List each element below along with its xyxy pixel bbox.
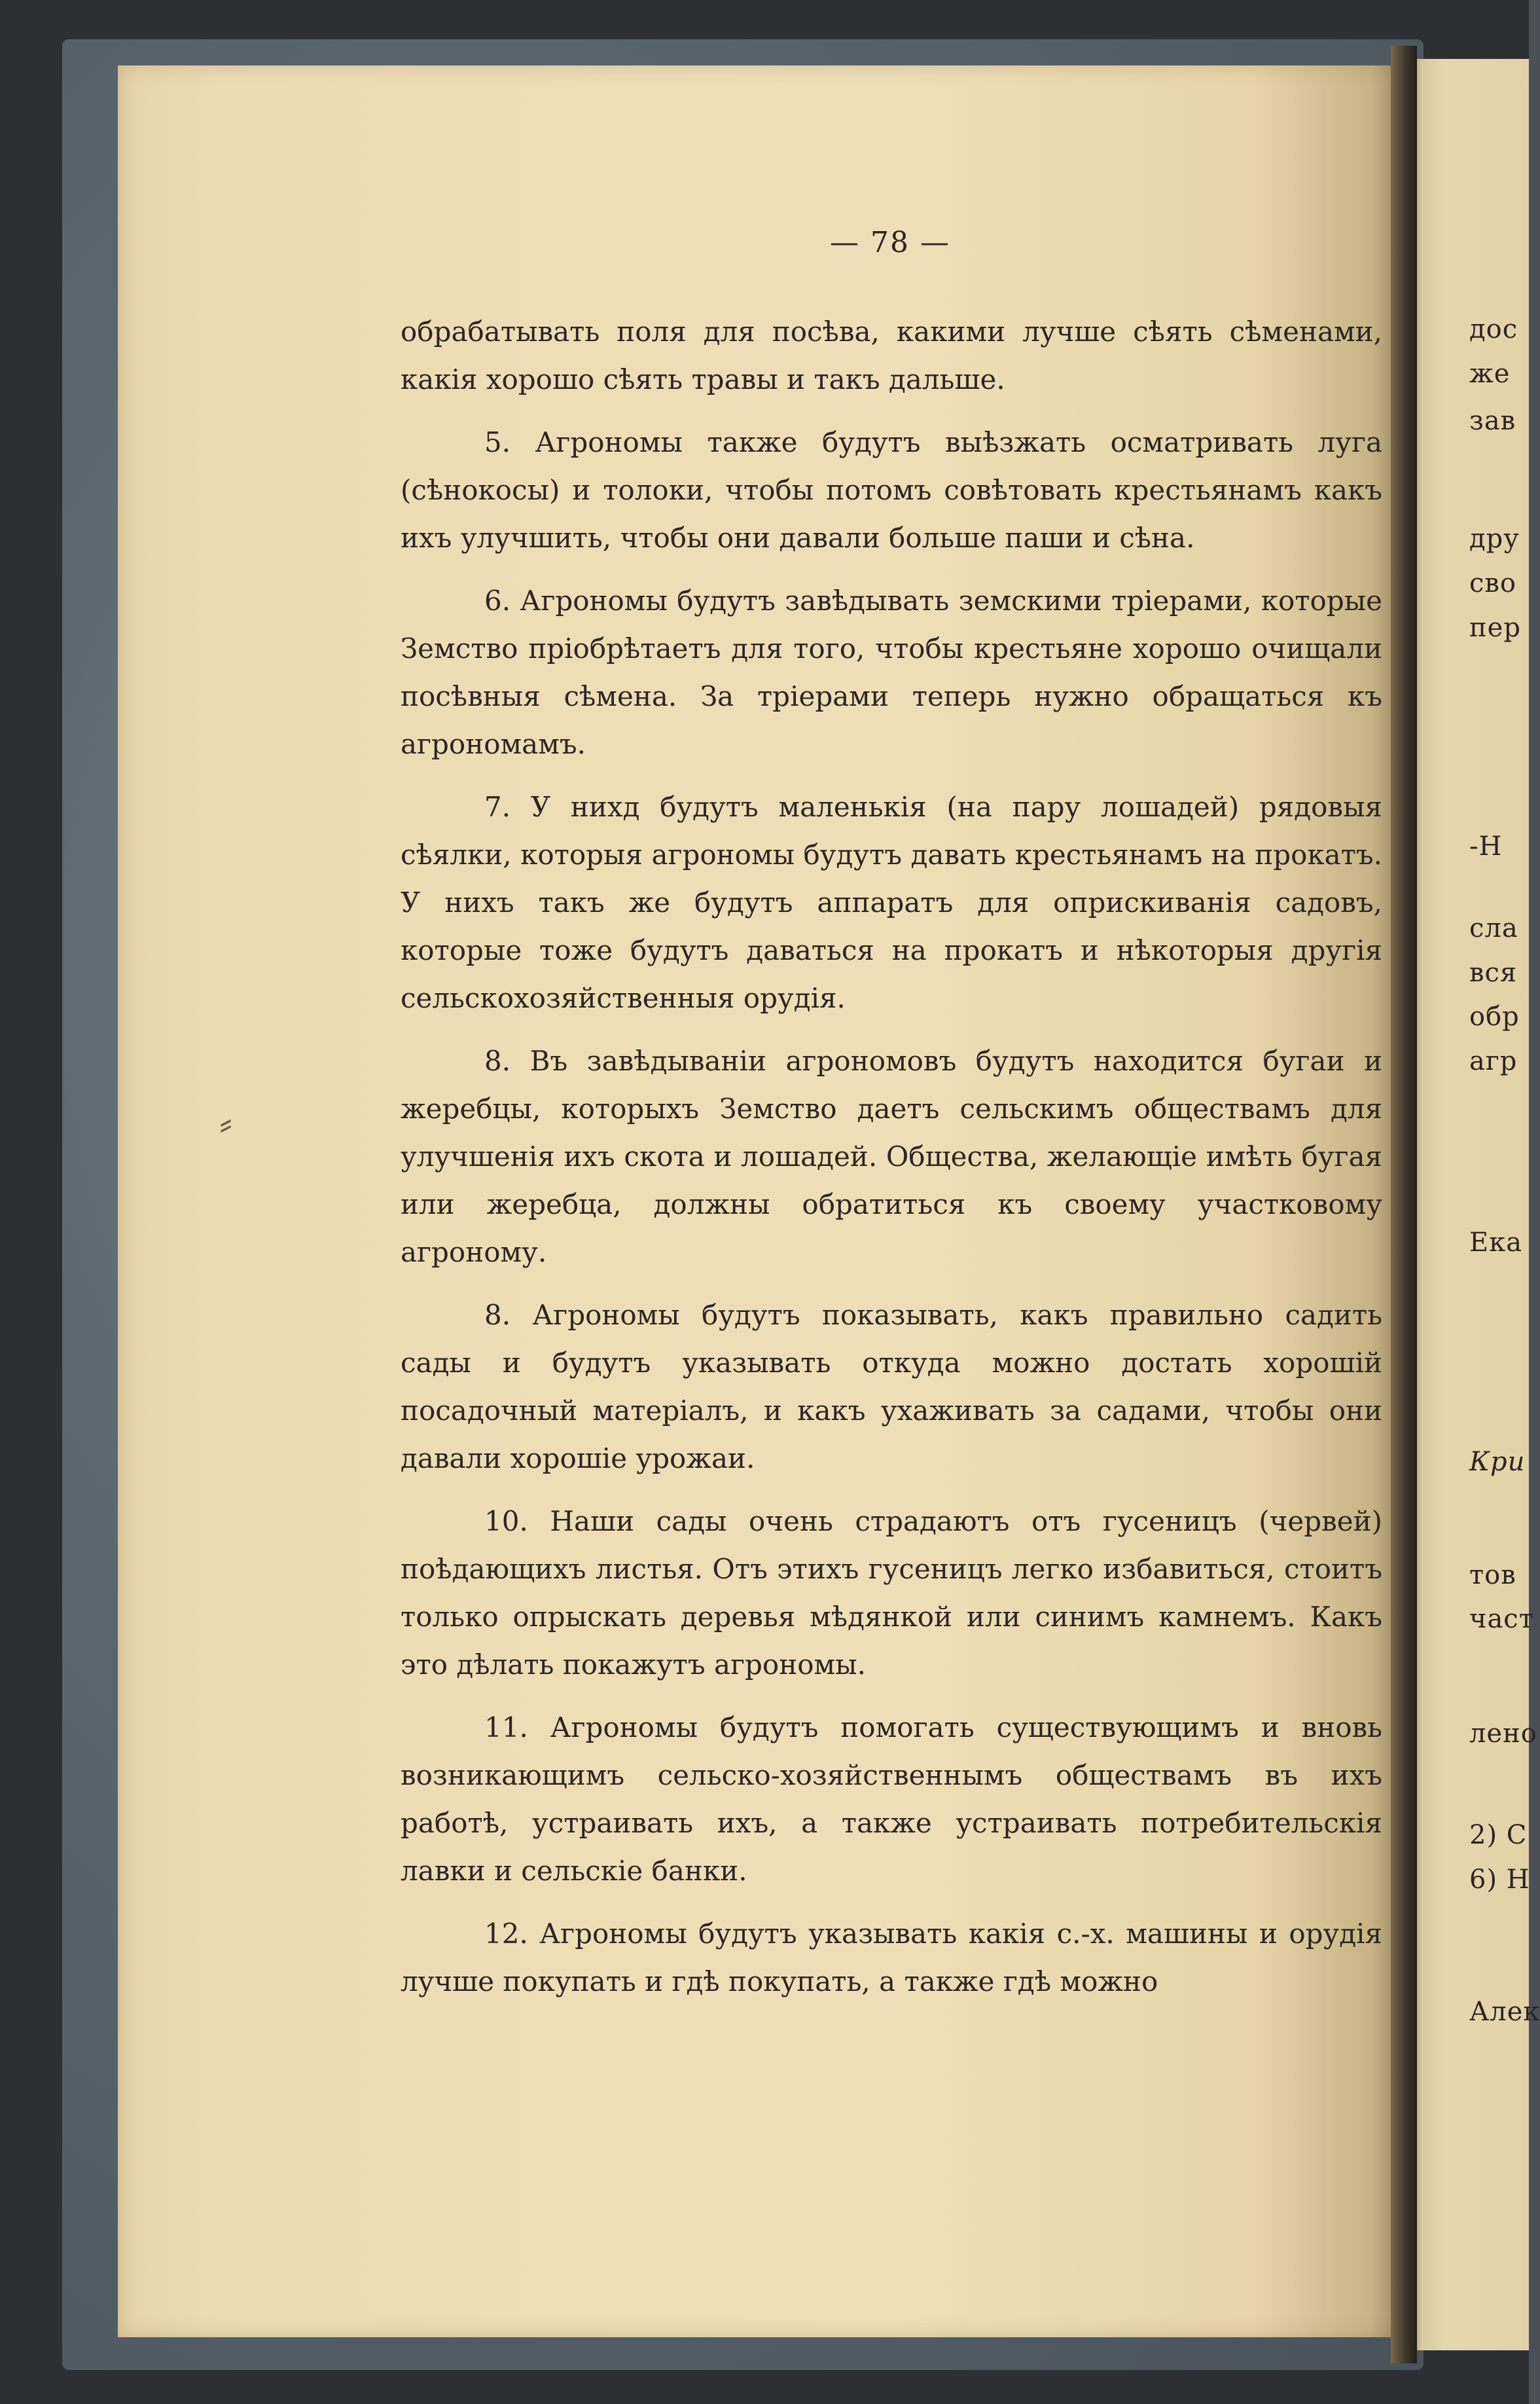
margin-mark: ⸗	[219, 1100, 232, 1146]
paragraph-12: 12. Агрономы будутъ указывать какія с.-х. машины и орудія лучше покупать и гдѣ покупать, а также гдѣ можно	[401, 1918, 1382, 1997]
right-page-fragment: же	[1469, 359, 1511, 389]
right-page-fragment: сво	[1469, 568, 1517, 598]
paragraph-10: 10. Наши сады очень страдаютъ отъ гусеницъ (червей) поѣдающихъ листья. Отъ этихъ гусеницъ легко избавиться, стоитъ только опрыскать деревья мѣдянкой или синимъ камнемъ. Какъ это дѣлать покажутъ агрономы.	[401, 1505, 1382, 1681]
paragraph-8b: 8. Агрономы будутъ показывать, какъ правильно садить сады и будутъ указывать откуда можно достать хорошій посадочный матеріалъ, и какъ ухаживать за садами, чтобы они давали хорошіе урожаи.	[401, 1299, 1382, 1474]
right-page-fragment: вся	[1469, 958, 1518, 988]
right-page-fragment: сла	[1469, 913, 1518, 943]
right-page-fragment: дру	[1469, 524, 1520, 554]
right-page-fragment: лено	[1469, 1719, 1537, 1749]
right-page-fragment: Ека	[1469, 1228, 1523, 1258]
right-page-fragment: зав	[1469, 406, 1516, 436]
right-page-fragment: тов	[1469, 1560, 1516, 1590]
page-body	[401, 308, 1382, 2020]
right-page-fragment: 6) Н	[1469, 1865, 1530, 1895]
paragraph-7: 7. У нихд будутъ маленькія (на пару лошадей) рядовыя сѣялки, которыя агрономы будутъ давать крестьянамъ на прокатъ. У нихъ такъ же будутъ аппаратъ для оприскиванія садовъ, которые тоже будутъ даваться на прокатъ и нѣкоторыя другія сельскохозяйственныя орудія.	[401, 791, 1382, 1014]
right-page-fragment: Кри	[1469, 1447, 1526, 1477]
right-page-fragment: обр	[1469, 1002, 1520, 1032]
book-gutter	[1391, 46, 1417, 2363]
paragraph-11: 11. Агрономы будутъ помогать существующимъ и вновь возникающимъ сельско-хозяйственнымъ обществамъ въ ихъ работѣ, устраивать ихъ, а также устраивать потребительскія лавки и сельскіе банки.	[401, 1711, 1382, 1887]
right-page-fragment: Алек	[1469, 1997, 1540, 2027]
right-page-fragment: пер	[1469, 613, 1521, 643]
paragraph-continuation: обрабатывать поля для посѣва, какими лучше сѣять сѣменами, какія хорошо сѣять травы и такъ дальше.	[401, 316, 1382, 395]
right-page-fragment: дос	[1469, 314, 1518, 344]
page-number: — 78 —	[830, 226, 950, 259]
right-page-fragment: част	[1469, 1604, 1534, 1634]
paragraph-8a: 8. Въ завѣдываніи агрономовъ будутъ находится бугаи и жеребцы, которыхъ Земство даетъ сельскимъ обществамъ для улучшенія ихъ скота и лошадей. Общества, желающіе имѣть бугая или жеребца, должны обратиться къ своему участковому агроному.	[401, 1045, 1382, 1268]
right-page-fragment: -Н	[1469, 831, 1503, 862]
paragraph-5: 5. Агрономы также будутъ выѣзжать осматривать луга (сѣнокосы) и толоки, чтобы потомъ совѣтовать крестьянамъ какъ ихъ улучшить, чтобы они давали больше паши и сѣна.	[401, 426, 1382, 554]
right-page-fragment: 2) С	[1469, 1820, 1528, 1850]
right-page-fragment: агр	[1469, 1046, 1518, 1076]
paragraph-6: 6. Агрономы будутъ завѣдывать земскими тріерами, которые Земство пріобрѣтаетъ для того, чтобы крестьяне хорошо очищали посѣвныя сѣмена. За тріерами теперь нужно обращаться къ агрономамъ.	[401, 585, 1382, 760]
